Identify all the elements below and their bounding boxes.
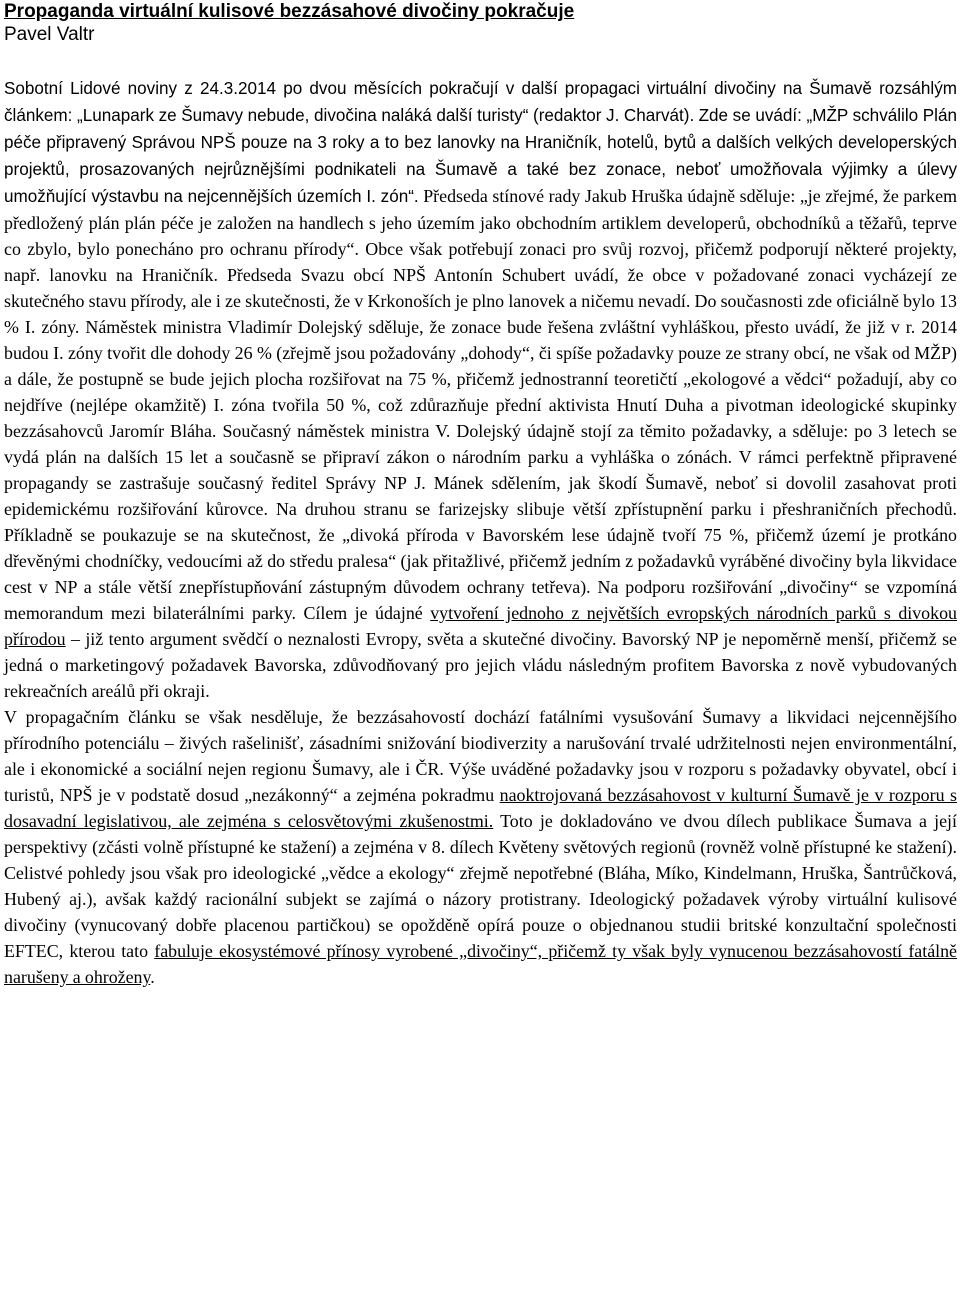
paragraph-2-start: V propagačním článku se však nesděluje, že bezzásahovostí dochází fatálními vysušování Šumavy a likvidaci nejcennějšího přírodního potenciálu – živých rašelinišť, zásadními snižování biodiverzity a narušování trvalé udržitelnosti nejen environmentální, ale i ekonomické a sociální nejen regionu Šumavy, ale i ČR. Výše uváděné požadavky jsou v rozporu s požadavky obyvatel, obcí i turistů, NPŠ je v podstatě dosud „nezákonný“ a zejména pokradmu xyxy=(4,707,957,805)
paragraph-1-quote-mzp: Zde se uvádí: „MŽP schválilo Plán péče připravený Správou NPŠ pouze na 3 roky a to bez lanovky na Hraničník, hotelů, bytů a dalších velkých developerských projektů, prosazovaných nejrůznějšími podnikateli na Šumavě a také bez zonace, neboť umožňovala výjimky a úlevy umožňující výstavbu na nejcennějších územích I. zón“. xyxy=(4,106,957,206)
paragraph-2-middle: Toto je dokladováno ve dvou dílech publikace Šumava a její perspektivy (zčásti volně přístupné ke stažení) a zejména v 8. dílech Květeny světových regionů (rovněž volně přístupné ke stažení). Celistvé pohledy jsou však pro ideologické „vědce a ekology“ zřejmě nepotřebné (Bláha, Míko, Kindelmann, Hruška, Šantrůčková, Hubený aj.), avšak každý racionální subjekt se zajímá o názory protistrany. Ideologický požadavek výroby virtuální kulisové divočiny (vynucovaný dobře placenou partičkou) se opožděně opírá pouze o objednanou studii britské konzultační společnosti EFTEC, kterou tato xyxy=(4,811,957,961)
spacer xyxy=(4,46,957,75)
document-title: Propaganda virtuální kulisové bezzásahové divočiny pokračuje xyxy=(4,1,575,22)
paragraph-1-intro: Sobotní Lidové noviny z 24.3.2014 po dvou měsících pokračují v další propagaci virtuální divočiny na Šumavě rozsáhlým článkem: „Lunapark ze Šumavy nebude, divočina naláká další turisty“ (redaktor J. Charvát). xyxy=(4,79,957,125)
paragraph-2-end: . xyxy=(150,967,155,987)
underlined-phrase-2: naoktrojovaná bezzásahovost v kulturní Šumavě je v rozporu s dosavadní legislativou, ale zejména s celosvětovými zkušenostmi. xyxy=(4,785,957,831)
paragraph-1-body: Předseda stínové rady Jakub Hruška údajně sděluje: „je zřejmé, že parkem předložený plán plán péče je založen na handlech s jeho územím jako obchodním artiklem developerů, obchodníků a těžařů, teprve co zbylo, bylo ponecháno pro ochranu přírody“. Obce však potřebují zonaci pro svůj rozvoj, přičemž podporují některé projekty, např. lanovku na Hraničník. Předseda Svazu obcí NPŠ Antonín Schubert uvádí, že obce v požadované zonaci vycházejí ze skutečného stavu přírody, ale i ze skutečnosti, že v Krkonoších je plno lanovek a ničemu nevadí. Do současnosti zde oficiálně bylo 13 % I. zóny. Náměstek ministra Vladimír Dolejský sděluje, že zonace bude řešena zvláštní vyhláškou, přesto uvádí, že již v r. 2014 budou I. zóny tvořit dle dohody 26 % (zřejmě jsou požadovány „dohody“, či spíše požadavky pouze ze strany obcí, ne však od MŽP) a dále, že postupně se bude jejich plocha rozšiřovat na 75 %, přičemž jednostranní teoretičtí „ekologové a vědci“ požadují, aby co nejdříve (nejlépe okamžitě) I. zóna tvořila 50 %, což zdůrazňuje přední aktivista Hnutí Duha a pivotman ideologické skupinky bezzásahovců Jaromír Bláha. Současný náměstek ministra V. Dolejský údajně stojí za těmito požadavky, a sděluje: po 3 letech se vydá plán na dalších 15 let a současně se připraví zákon o národním parku a vyhláška o zónách. V rámci perfektně připravené propagandy se zastrašuje současný ředitel Správy NP J. Mánek sdělením, jak škodí Šumavě, neboť si dovolil zasahovat proti epidemickému rozšiřování kůrovce. Na druhou stranu se farizejsky slibuje větší zpřístupnění parku i přeshraničních přechodů. Příkladně se poukazuje se na skutečnost, že „divoká příroda v Bavorském lese údajně tvoří 75 %, přičemž území je protkáno dřevěnými chodníčky, vedoucími až do středu pralesa“ (jak přitažlivé, přičemž jedním z požadavků vyráběné divočiny byla likvidace cest v NP a stále větší znepřístupňování zástupným důvodem ochrany tetřeva). Na podporu rozšiřování „divočiny“ se vzpomíná memorandum mezi bilaterálními parky. Cílem je údajné xyxy=(4,186,957,623)
underlined-phrase-3: fabuluje ekosystémové přínosy vyrobené „divočiny“, přičemž ty však byly vynucenou bezzásahovostí fatálně narušeny a ohroženy xyxy=(4,941,957,987)
paragraph-1 xyxy=(4,75,957,704)
document-author: Pavel Valtr xyxy=(4,24,95,45)
paragraph-2 xyxy=(4,704,957,990)
underlined-phrase-1: vytvoření jednoho z největších evropských národních parků s divokou přírodou xyxy=(4,603,957,649)
paragraph-1-end: – již tento argument svědčí o neznalosti Evropy, světa a skutečné divočiny. Bavorský NP je nepoměrně menší, přičemž se jedná o marketingový požadavek Bavorska, zdůvodňovaný pro jejich vládu následným profitem Bavorska z nově vybudovaných rekreačních areálů při okraji. xyxy=(4,629,957,701)
